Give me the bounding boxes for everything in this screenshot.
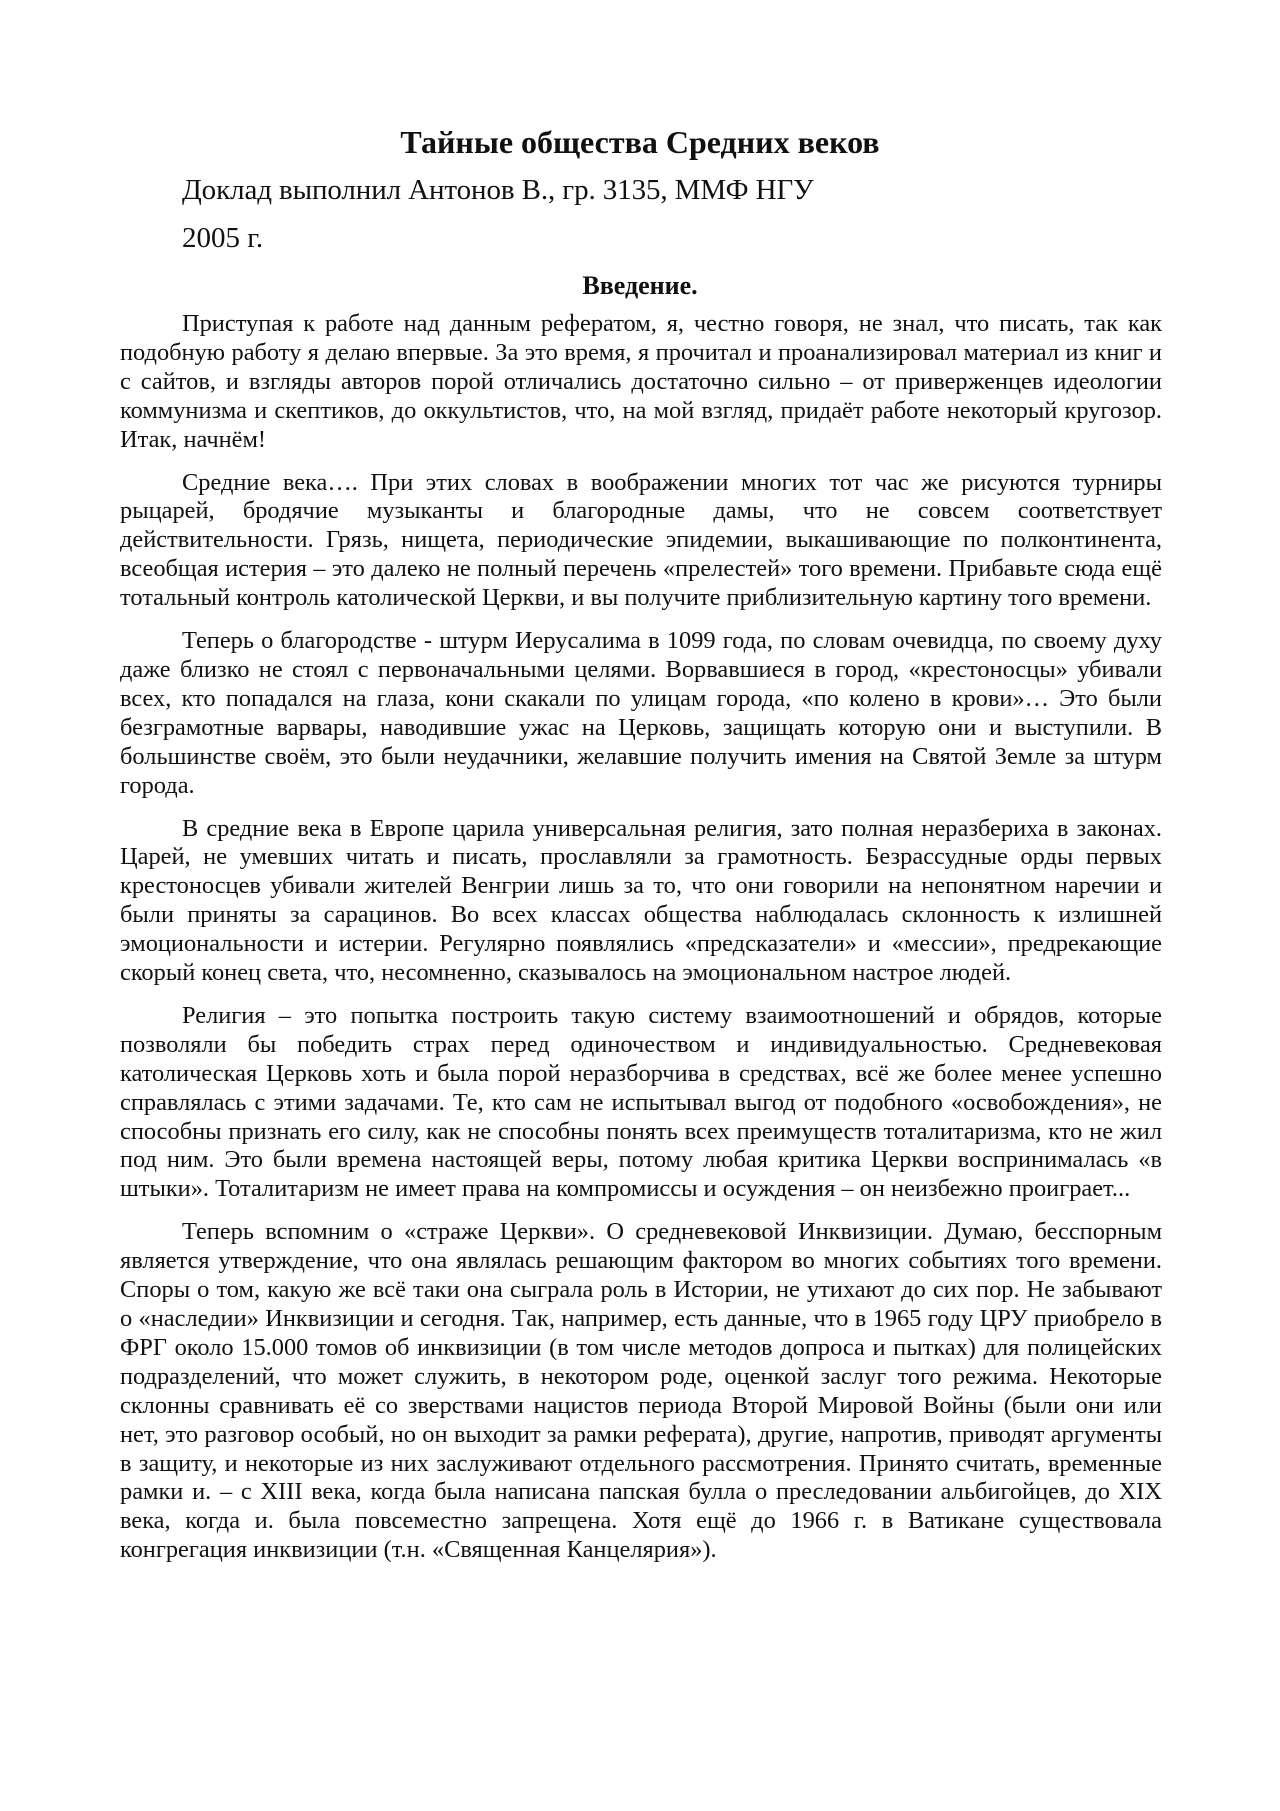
paragraph-5: Религия – это попытка построить такую систему взаимоотношений и обрядов, которые позволяли бы победить страх перед одиночеством и индивидуальностью. Средневековая католическая Церковь хоть и была порой неразборчива в средствах, всё же более менее успешно справлялась с этими задачами. Те, кто сам не испытывал выгод от подобного «освобождения», не способны признать его силу, как не способны понять всех преимуществ тоталитаризма, кто не жил под ним. Это были времена настоящей веры, потому любая критика Церкви воспринималась «в штыки». Тоталитаризм не имеет права на компромиссы и осуждения – он неизбежно проиграет... — [120, 1001, 1162, 1203]
paragraph-2: Средние века…. При этих словах в воображении многих тот час же рисуются турниры рыцарей, бродячие музыканты и благородные дамы, что не совсем соответствует действительности. Грязь, нищета, периодические эпидемии, выкашивающие по полконтинента, всеобщая истерия – это далеко не полный перечень «прелестей» того времени. Прибавьте сюда ещё тотальный контроль католической Церкви, и вы получите приблизительную картину того времени. — [120, 468, 1162, 612]
document-body — [120, 310, 1162, 1579]
document-title: Тайные общества Средних веков — [400, 124, 880, 160]
author-line: Доклад выполнил Антонов В., гр. 3135, ММФ НГУ — [182, 174, 814, 206]
paragraph-3: Теперь о благородстве - штурм Иерусалима в 1099 года, по словам очевидца, по своему духу даже близко не стоял с первоначальными целями. Ворвавшиеся в город, «крестоносцы» убивали всех, кто попадался на глаза, кони скакали по улицам города, «по колено в крови»… Это были безграмотные варвары, наводившие ужас на Церковь, защищать которую они и выступили. В большинстве своём, это были неудачники, желавшие получить имения на Святой Земле за штурм города. — [120, 627, 1162, 799]
paragraph-1: Приступая к работе над данным рефератом, я, честно говоря, не знал, что писать, так как подобную работу я делаю впервые. За это время, я прочитал и проанализировал материал из книг и с сайтов, и взгляды авторов порой отличались достаточно сильно – от приверженцев идеологии коммунизма и скептиков, до оккультистов, что, на мой взгляд, придаёт работе некоторый кругозор. Итак, начнём! — [120, 310, 1162, 453]
section-heading: Введение. — [582, 271, 698, 300]
paragraph-4: В средние века в Европе царила универсальная религия, зато полная неразбериха в законах. Царей, не умевших читать и писать, прославляли за грамотность. Безрассудные орды первых крестоносцев убивали жителей Венгрии лишь за то, что они говорили на непонятном наречии и были приняты за сарацинов. Во всех классах общества наблюдалась склонность к излишней эмоциональности и истерии. Регулярно появлялись «предсказатели» и «мессии», предрекающие скорый конец света, что, несомненно, сказывалось на эмоциональном настрое людей. — [120, 814, 1162, 987]
year-line: 2005 г. — [182, 222, 264, 254]
paragraph-6: Теперь вспомним о «страже Церкви». О средневековой Инквизиции. Думаю, бесспорным является утверждение, что она являлась решающим фактором во многих событиях того времени. Споры о том, какую же всё таки она сыграла роль в Истории, не утихают до сих пор. Не забывают о «наследии» Инквизиции и сегодня. Так, например, есть данные, что в 1965 году ЦРУ приобрело в ФРГ около 15.000 томов об инквизиции (в том числе методов допроса и пытках) для полицейских подразделений, что может служить, в некотором роде, оценкой заслуг того режима. Некоторые склонны сравнивать её со зверствами нацистов периода Второй Мировой Войны (были они или нет, это разговор особый, но он выходит за рамки реферата), другие, напротив, приводят аргументы в защиту, и некоторые из них заслуживают отдельного рассмотрения. Принято считать, временные рамки и. – с XIII века, когда была написана папская булла о преследовании альбигойцев, до XIX века, когда и. была повсеместно запрещена. Хотя ещё до 1966 г. в Ватикане существовала конгрегация инквизиции (т.н. «Священная Канцелярия»). — [120, 1218, 1162, 1564]
